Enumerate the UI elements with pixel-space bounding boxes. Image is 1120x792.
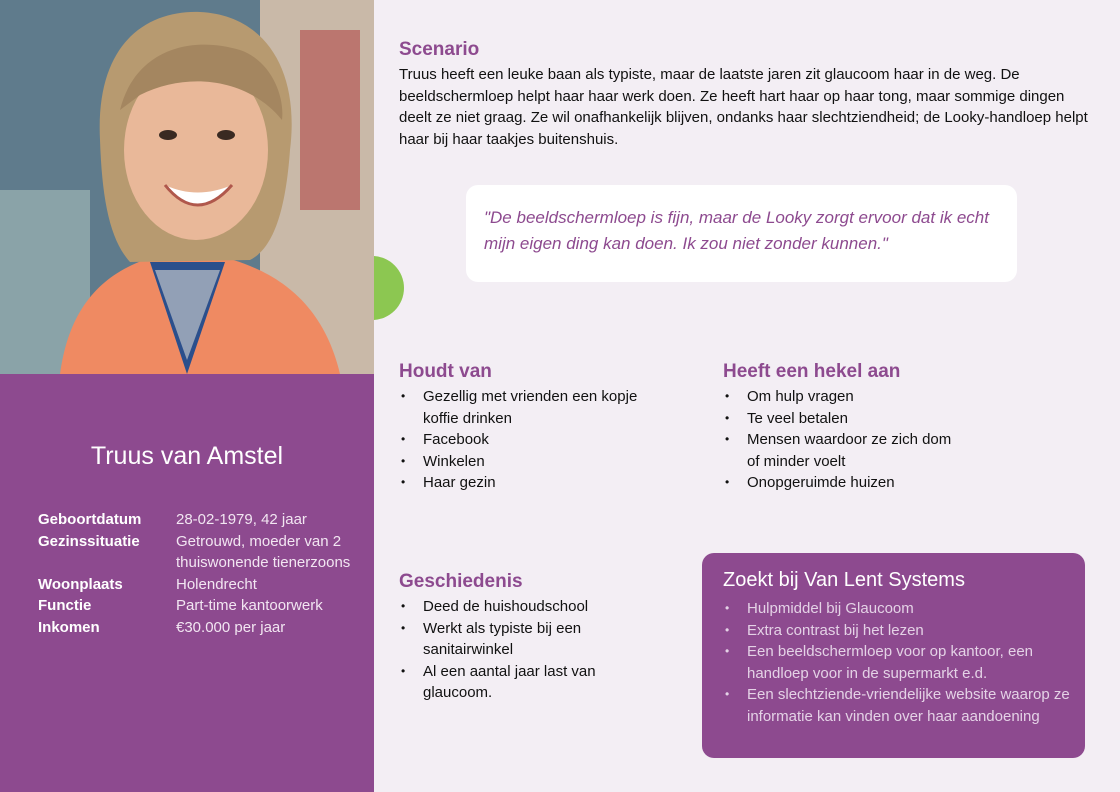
list-item: • Te veel betalen (723, 408, 963, 430)
fact-label: Functie (38, 597, 92, 614)
fact-row (38, 595, 358, 617)
list-item: • Werkt als typiste bij een sanitairwinkel (399, 618, 629, 661)
quote-box (466, 185, 1017, 282)
history-title: Geschiedenis (399, 571, 523, 592)
likes-title: Houdt van (399, 361, 492, 382)
list-item: • Om hulp vragen (723, 386, 963, 408)
fact-row (38, 531, 358, 574)
history-section (399, 571, 629, 704)
fact-value: €30.000 per jaar (176, 618, 286, 636)
fact-label: Inkomen (38, 618, 100, 636)
list-item: • Een slechtziende-vriendelijke website waarop ze informatie kan vinden over haar aandoening (723, 684, 1073, 727)
seeks-list (723, 598, 1073, 727)
fact-label: Gezinssituatie (38, 532, 140, 550)
list-item: • Gezellig met vrienden een kopje koffie drinken (399, 386, 639, 429)
quote-text: "De beeldschermloep is fijn, maar de Looky zorgt ervoor dat ik echt mijn eigen ding kan doen. Ik zou niet zonder kunnen." (484, 208, 989, 253)
likes-section (399, 361, 639, 494)
dislikes-title: Heeft een hekel aan (723, 361, 901, 382)
dislikes-section (723, 361, 963, 494)
scenario-title: Scenario (399, 39, 480, 60)
list-item: • Facebook (399, 429, 639, 451)
list-item: • Winkelen (399, 451, 639, 473)
list-item: • Extra contrast bij het lezen (723, 620, 1073, 642)
fact-value: Holendrecht (176, 575, 257, 593)
list-item: • Mensen waardoor ze zich dom of minder voelt (723, 429, 963, 472)
fact-label: Woonplaats (38, 575, 123, 593)
list-item: • Haar gezin (399, 472, 639, 494)
fact-value: Part-time kantoorwerk (176, 597, 323, 614)
scenario-section (399, 39, 1089, 150)
fact-value: 28-02-1979, 42 jaar (176, 511, 307, 528)
profile-panel (0, 0, 374, 792)
list-item: • Onopgeruimde huizen (723, 472, 963, 494)
seeks-title: Zoekt bij Van Lent Systems (723, 569, 965, 591)
fact-row (38, 617, 358, 639)
fact-row (38, 509, 358, 531)
list-item: • Hulpmiddel bij Glaucoom (723, 598, 1073, 620)
seeks-box (702, 553, 1085, 758)
list-item: • Een beeldschermloep voor op kantoor, een handloep voor in de supermarkt e.d. (723, 641, 1073, 684)
scenario-text: Truus heeft een leuke baan als typiste, maar de laatste jaren zit glaucoom haar in de weg. De beeldschermloep helpt haar haar werk doen. Ze heeft hart haar op haar tong, maar sommige dingen deelt ze niet graag. Ze wil onafhankelijk blijven, ondanks haar slechtziendheid; de Looky-handloep helpt haar bij haar taakjes buitenshuis. (399, 66, 1088, 148)
fact-label: Geboortdatum (38, 511, 142, 528)
person-name: Truus van Amstel (90, 442, 284, 470)
profile-photo (0, 0, 374, 374)
list-item: • Deed de huishoudschool (399, 596, 629, 618)
facts-list (38, 509, 358, 638)
dislikes-list (723, 386, 963, 494)
fact-row (38, 574, 358, 596)
likes-list (399, 386, 639, 494)
list-item: • Al een aantal jaar last van glaucoom. (399, 661, 629, 704)
fact-value: Getrouwd, moeder van 2 thuiswonende tienerzoons (176, 532, 351, 571)
history-list (399, 596, 629, 704)
